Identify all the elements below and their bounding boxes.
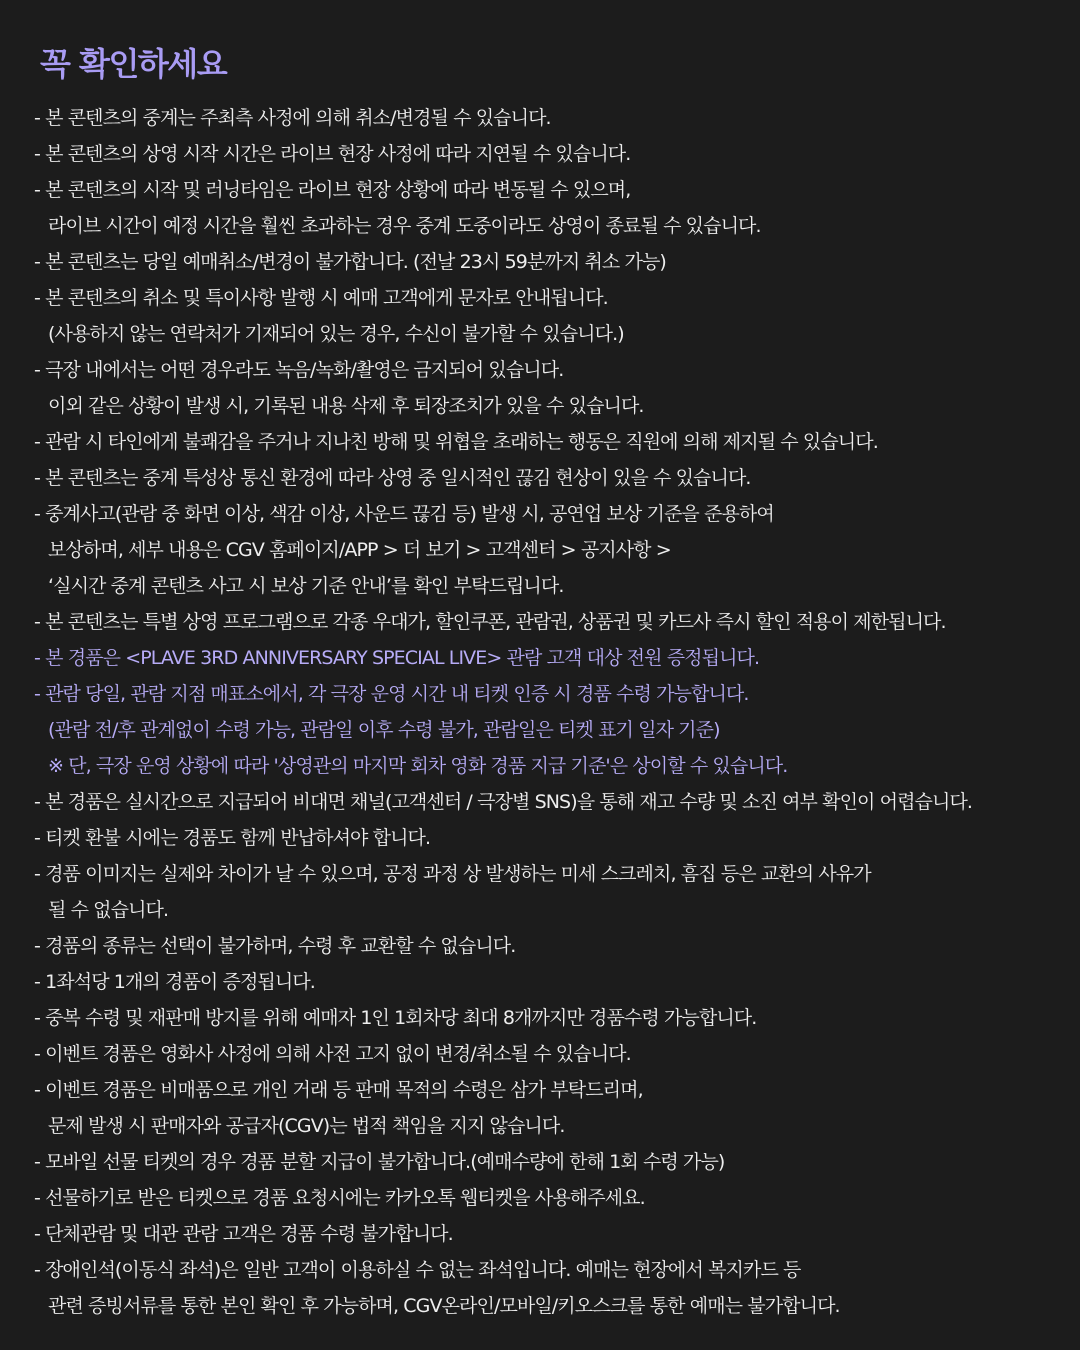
notice-line: - 티켓 환불 시에는 경품도 함께 반납하셔야 합니다. [34, 827, 431, 849]
notice-line: - 본 콘텐츠는 중계 특성상 통신 환경에 따라 상영 중 일시적인 끊김 현상이 있을 수 있습니다. [34, 467, 751, 489]
notice-line: - 본 콘텐츠의 취소 및 특이사항 발행 시 예매 고객에게 문자로 안내됩니다. [34, 287, 608, 309]
notice-line: - 1좌석당 1개의 경품이 증정됩니다. [34, 971, 315, 993]
notice-line-continuation: ‘실시간 중계 콘텐츠 사고 시 보상 기준 안내’를 확인 부탁드립니다. [48, 575, 564, 597]
notice-line: - 경품의 종류는 선택이 불가하며, 수령 후 교환할 수 없습니다. [34, 935, 516, 957]
notice-line: - 본 콘텐츠는 당일 예매취소/변경이 불가합니다. (전날 23시 59분까지 취소 가능) [34, 251, 666, 273]
notice-line: - 중복 수령 및 재판매 방지를 위해 예매자 1인 1회차당 최대 8개까지만 경품수령 가능합니다. [34, 1007, 757, 1029]
notice-line-continuation: 될 수 없습니다. [48, 899, 169, 921]
notice-line-continuation: 보상하며, 세부 내용은 CGV 홈페이지/APP > 더 보기 > 고객센터 > 공지사항 > [48, 539, 671, 561]
notice-line-continuation: 문제 발생 시 판매자와 공급자(CGV)는 법적 책임을 지지 않습니다. [48, 1115, 565, 1137]
notice-line-continuation: ※ 단, 극장 운영 상황에 따라 '상영관의 마지막 회차 영화 경품 지급 기준'은 상이할 수 있습니다. [48, 755, 788, 777]
notice-line: - 관람 시 타인에게 불쾌감을 주거나 지나친 방해 및 위협을 초래하는 행동은 직원에 의해 제지될 수 있습니다. [34, 431, 878, 453]
notice-line-continuation: 라이브 시간이 예정 시간을 훨씬 초과하는 경우 중계 도중이라도 상영이 종료될 수 있습니다. [48, 215, 761, 237]
notice-line: - 이벤트 경품은 영화사 사정에 의해 사전 고지 없이 변경/취소될 수 있습니다. [34, 1043, 631, 1065]
notice-line: - 본 경품은 <PLAVE 3RD ANNIVERSARY SPECIAL LIVE> 관람 고객 대상 전원 증정됩니다. [34, 647, 760, 669]
notice-line: - 이벤트 경품은 비매품으로 개인 거래 등 판매 목적의 수령은 삼가 부탁드리며, [34, 1079, 643, 1101]
notice-line: - 장애인석(이동식 좌석)은 일반 고객이 이용하실 수 없는 좌석입니다. 예매는 현장에서 복지카드 등 [34, 1259, 801, 1281]
notice-line: - 본 콘텐츠의 중계는 주최측 사정에 의해 취소/변경될 수 있습니다. [34, 107, 551, 129]
notice-line-continuation: 관련 증빙서류를 통한 본인 확인 후 가능하며, CGV온라인/모바일/키오스크를 통한 예매는 불가합니다. [48, 1295, 840, 1317]
notice-line: - 관람 당일, 관람 지점 매표소에서, 각 극장 운영 시간 내 티켓 인증 시 경품 수령 가능합니다. [34, 683, 749, 705]
notice-line: - 본 콘텐츠의 상영 시작 시간은 라이브 현장 사정에 따라 지연될 수 있습니다. [34, 143, 631, 165]
notice-line: - 중계사고(관람 중 화면 이상, 색감 이상, 사운드 끊김 등) 발생 시, 공연업 보상 기준을 준용하여 [34, 503, 774, 525]
notice-line: - 극장 내에서는 어떤 경우라도 녹음/녹화/촬영은 금지되어 있습니다. [34, 359, 564, 381]
notice-line: - 본 경품은 실시간으로 지급되어 비대면 채널(고객센터 / 극장별 SNS)을 통해 재고 수량 및 소진 여부 확인이 어렵습니다. [34, 791, 973, 813]
notice-title: 꼭 확인하세요 [40, 45, 227, 83]
notice-line: - 모바일 선물 티켓의 경우 경품 분할 지급이 불가합니다.(예매수량에 한해 1회 수령 가능) [34, 1151, 725, 1173]
notice-line: - 경품 이미지는 실제와 차이가 날 수 있으며, 공정 과정 상 발생하는 미세 스크레치, 흠집 등은 교환의 사유가 [34, 863, 871, 885]
notice-line: - 본 콘텐츠는 특별 상영 프로그램으로 각종 우대가, 할인쿠폰, 관람권, 상품권 및 카드사 즉시 할인 적용이 제한됩니다. [34, 611, 946, 633]
notice-line: - 선물하기로 받은 티켓으로 경품 요청시에는 카카오톡 웹티켓을 사용해주세요. [34, 1187, 645, 1209]
notice-line: - 본 콘텐츠의 시작 및 러닝타임은 라이브 현장 상황에 따라 변동될 수 있으며, [34, 179, 631, 201]
notice-line: - 단체관람 및 대관 관람 고객은 경품 수령 불가합니다. [34, 1223, 453, 1245]
notice-list [34, 100, 1056, 1324]
notice-line-continuation: (관람 전/후 관계없이 수령 가능, 관람일 이후 수령 불가, 관람일은 티켓 표기 일자 기준) [48, 719, 720, 741]
notice-line-continuation: (사용하지 않는 연락처가 기재되어 있는 경우, 수신이 불가할 수 있습니다.) [48, 323, 624, 345]
notice-line-continuation: 이외 같은 상황이 발생 시, 기록된 내용 삭제 후 퇴장조치가 있을 수 있습니다. [48, 395, 644, 417]
